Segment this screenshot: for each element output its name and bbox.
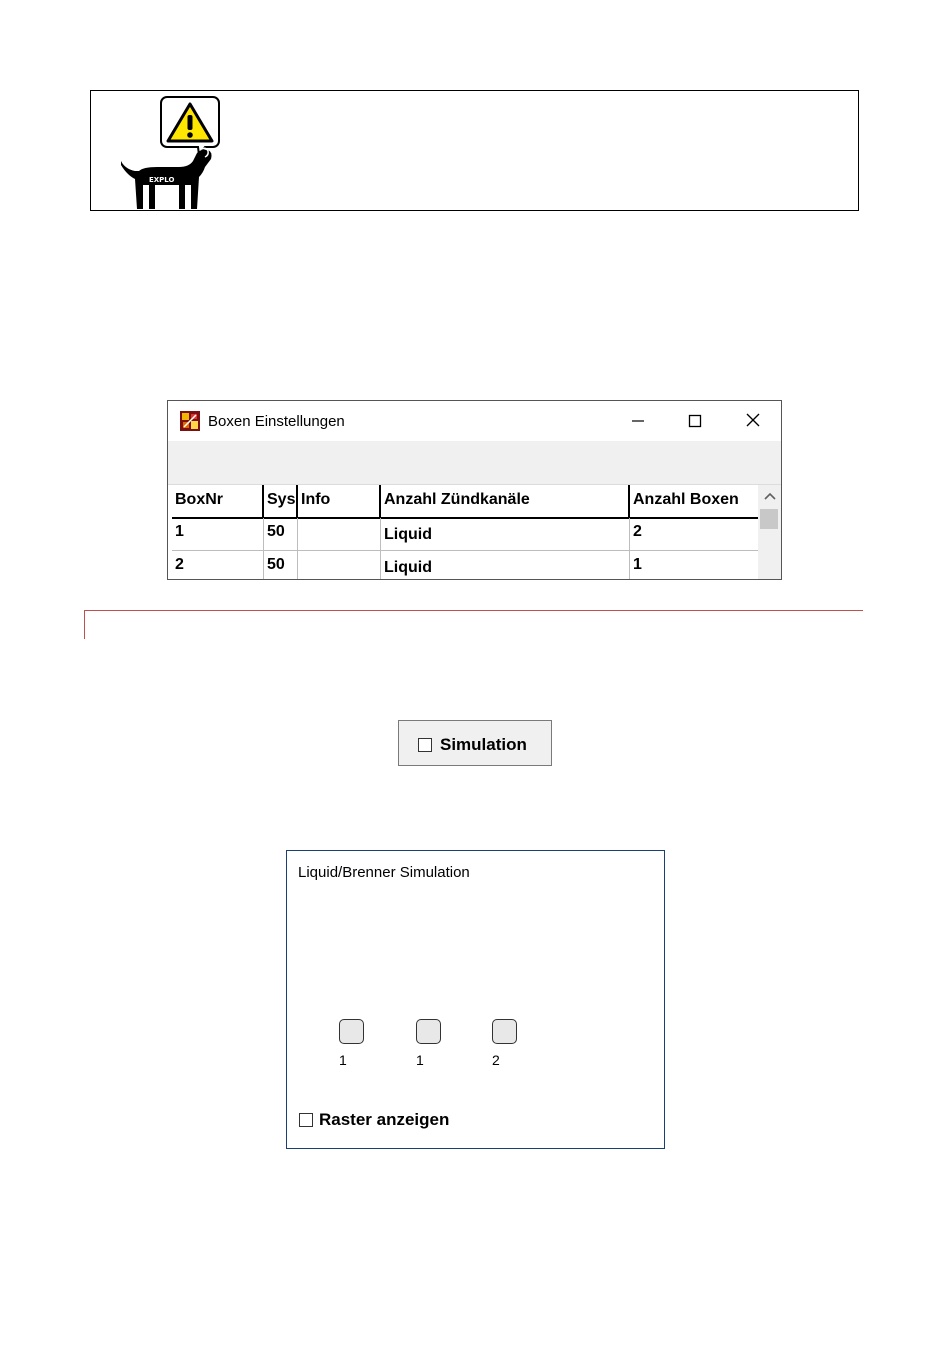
close-icon[interactable] xyxy=(738,409,768,433)
cell-sys[interactable]: 50 xyxy=(264,551,298,580)
toolbar xyxy=(168,441,781,485)
column-header-zuendkanaele[interactable]: Anzahl Zündkanäle xyxy=(381,485,630,517)
cell-zuendkanaele[interactable]: Liquid xyxy=(381,518,630,550)
scrollbar-thumb[interactable] xyxy=(760,509,778,529)
minimize-icon[interactable] xyxy=(623,409,653,433)
maximize-icon[interactable] xyxy=(680,409,710,433)
column-header-info[interactable]: Info xyxy=(298,485,381,517)
warning-box xyxy=(90,90,859,211)
cell-boxnr[interactable]: 1 xyxy=(172,518,264,550)
channel-label: 1 xyxy=(339,1052,347,1068)
warning-dog-icon xyxy=(117,95,257,209)
cell-info[interactable] xyxy=(298,551,381,580)
panel-title: Liquid/Brenner Simulation xyxy=(298,864,470,881)
cell-anzahl-boxen[interactable]: 2 xyxy=(633,523,642,540)
raster-checkbox[interactable] xyxy=(299,1113,313,1127)
column-header-anzahl-boxen[interactable]: Anzahl Boxen xyxy=(633,491,739,508)
separator-line xyxy=(84,610,863,611)
separator-line-vertical xyxy=(84,610,85,639)
boxen-einstellungen-window xyxy=(167,400,782,580)
table-row[interactable] xyxy=(172,551,758,580)
table-row[interactable] xyxy=(172,518,758,551)
boxen-table xyxy=(172,485,758,580)
channel-label: 1 xyxy=(416,1052,424,1068)
simulation-checkbox[interactable] xyxy=(418,738,432,752)
vertical-scrollbar[interactable] xyxy=(758,485,782,580)
window-title: Boxen Einstellungen xyxy=(208,413,345,430)
channel-button[interactable] xyxy=(339,1019,364,1044)
channel-button[interactable] xyxy=(416,1019,441,1044)
cell-sys[interactable]: 50 xyxy=(264,518,298,550)
channel-label: 2 xyxy=(492,1052,500,1068)
cell-anzahl-boxen[interactable]: 1 xyxy=(633,556,642,573)
channel-button[interactable] xyxy=(492,1019,517,1044)
cell-zuendkanaele[interactable]: Liquid xyxy=(381,551,630,580)
simulation-panel xyxy=(286,850,665,1149)
cell-info[interactable] xyxy=(298,518,381,550)
table-header xyxy=(172,485,758,519)
column-header-sys[interactable]: Sys xyxy=(264,485,298,517)
window-title-bar xyxy=(168,401,781,441)
cell-boxnr[interactable]: 2 xyxy=(172,551,264,580)
scroll-up-arrow-icon[interactable] xyxy=(758,485,782,507)
simulation-label: Simulation xyxy=(440,735,527,754)
raster-label: Raster anzeigen xyxy=(319,1110,450,1129)
app-icon xyxy=(180,411,200,431)
column-header-boxnr[interactable]: BoxNr xyxy=(172,485,264,517)
dog-label: EXPLO xyxy=(149,176,175,184)
simulation-button[interactable] xyxy=(398,720,552,766)
